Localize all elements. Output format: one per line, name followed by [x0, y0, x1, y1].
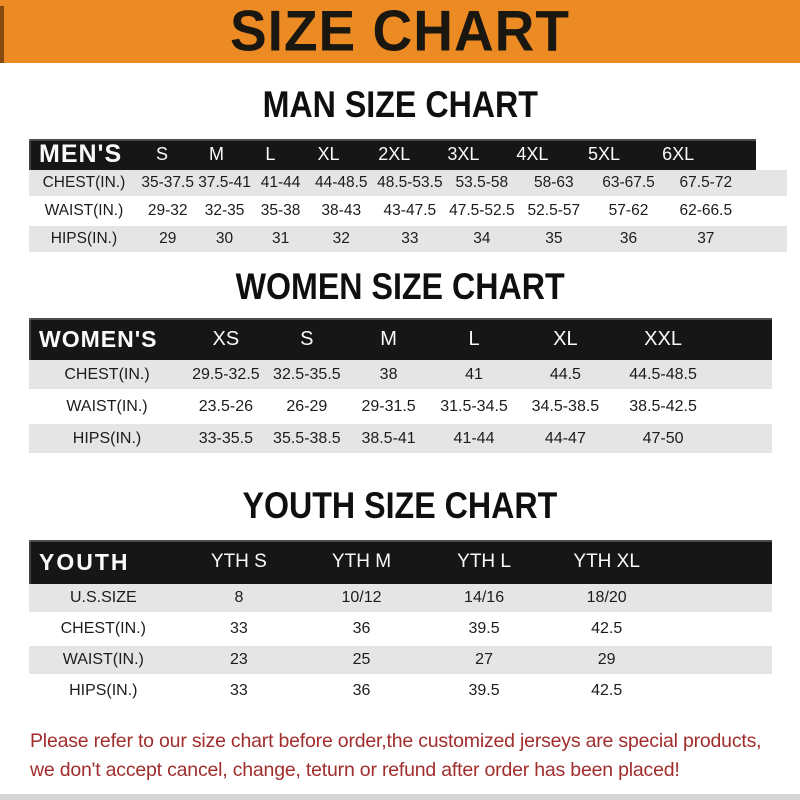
youth-size-chart-title [0, 487, 800, 524]
size-cell: 38.5-42.5 [629, 397, 697, 415]
women-size-table [29, 318, 772, 453]
row-label: CHEST(IN.) [42, 174, 126, 191]
size-cell: 58-63 [534, 174, 574, 191]
row-label: HIPS(IN.) [72, 429, 142, 447]
youth-title-text: YOUTH SIZE CHART [242, 485, 558, 526]
size-cell: 29-31.5 [361, 397, 416, 415]
size-cell: 48.5-53.5 [377, 174, 443, 191]
women-size-chart-title [0, 268, 800, 305]
youth-header-label: YOUTH [39, 548, 130, 575]
table-row [29, 170, 787, 196]
size-cell: 37 [697, 230, 715, 247]
row-label: HIPS(IN.) [69, 682, 138, 699]
size-cell: 35 [545, 230, 563, 247]
size-column-header: L [468, 327, 480, 350]
row-label: CHEST(IN.) [64, 365, 150, 383]
size-cell: 8 [234, 589, 244, 606]
size-cell: 35-38 [260, 202, 301, 219]
size-cell: 36 [352, 682, 371, 699]
table-row [29, 392, 772, 421]
size-cell: 39.5 [468, 620, 500, 637]
size-cell: 41 [465, 365, 483, 383]
size-cell: 29.5-32.5 [192, 365, 260, 383]
size-chart-sections [0, 86, 800, 705]
table-row [29, 646, 772, 674]
size-cell: 43-47.5 [383, 202, 437, 219]
youth-section [0, 487, 800, 705]
size-column-header: M [380, 327, 397, 350]
size-cell: 29 [597, 651, 616, 668]
size-cell: 36 [619, 230, 638, 247]
size-cell: 35-37.5 [141, 174, 194, 191]
size-cell: 44.5 [549, 365, 581, 383]
size-column-header: L [265, 144, 276, 164]
size-cell: 26-29 [286, 397, 328, 415]
size-chart-banner [0, 0, 800, 63]
table-row [29, 615, 772, 643]
size-column-header: XL [553, 327, 578, 350]
size-cell: 36 [352, 620, 371, 637]
size-cell: 30 [215, 230, 234, 247]
size-cell: 52.5-57 [527, 202, 581, 219]
size-cell: 44.5-48.5 [629, 365, 697, 383]
men-size-chart-title [0, 86, 800, 123]
size-column-header: 5XL [588, 144, 621, 164]
size-column-header: 3XL [447, 144, 480, 164]
size-cell: 41-44 [453, 429, 495, 447]
men-section [0, 86, 800, 252]
row-label: CHEST(IN.) [60, 620, 146, 637]
disclaimer-line-1: Please refer to our size chart before order,the customized jerseys are special products, [30, 730, 762, 752]
size-cell: 47-50 [642, 429, 684, 447]
size-column-header: YTH M [331, 551, 392, 572]
size-cell: 57-62 [608, 202, 649, 219]
table-row [29, 198, 787, 224]
size-cell: 23 [229, 651, 248, 668]
size-cell: 35.5-38.5 [273, 429, 341, 447]
size-column-header: S [300, 327, 314, 350]
size-cell: 38.5-41 [361, 429, 416, 447]
size-cell: 32 [332, 230, 350, 247]
size-cell: 33 [229, 682, 248, 699]
table-row [29, 424, 772, 453]
size-cell: 33 [401, 230, 419, 247]
men-header-row [29, 139, 756, 170]
size-cell: 41-44 [260, 174, 301, 191]
women-section [0, 268, 800, 453]
row-label: WAIST(IN.) [44, 202, 124, 219]
size-cell: 38-43 [321, 202, 362, 219]
size-column-header: XL [317, 144, 340, 164]
size-column-header: YTH XL [573, 551, 640, 572]
size-cell: 33-35.5 [198, 429, 253, 447]
size-cell: 38 [379, 365, 398, 383]
size-column-header: YTH L [457, 551, 511, 572]
row-label: HIPS(IN.) [50, 230, 118, 247]
size-cell: 42.5 [591, 682, 623, 699]
size-cell: 10/12 [341, 589, 382, 606]
size-cell: 33 [229, 620, 248, 637]
size-cell: 31 [271, 230, 290, 247]
size-column-header: XS [212, 327, 240, 350]
women-title-text: WOMEN SIZE CHART [235, 266, 565, 307]
size-column-header: 4XL [516, 144, 549, 164]
size-column-header: M [209, 144, 225, 164]
disclaimer [30, 727, 800, 785]
row-label: WAIST(IN.) [66, 397, 148, 415]
size-column-header: YTH S [210, 551, 267, 572]
size-chart-title: SIZE CHART [230, 0, 570, 64]
size-cell: 29 [159, 230, 177, 247]
size-cell: 62-66.5 [679, 202, 733, 219]
size-cell: 29-32 [147, 202, 188, 219]
bottom-border-strip [0, 794, 800, 800]
size-cell: 14/16 [464, 589, 505, 606]
women-header-row [29, 318, 772, 360]
table-row [29, 584, 772, 612]
size-cell: 44-47 [544, 429, 586, 447]
size-cell: 18/20 [586, 589, 627, 606]
size-cell: 53.5-58 [455, 174, 509, 191]
size-column-header: 2XL [378, 144, 411, 164]
table-row [29, 226, 787, 252]
size-column-header: 6XL [662, 144, 695, 164]
disclaimer-line-2: we don't accept cancel, change, teturn or refund after order has been placed! [30, 759, 680, 781]
size-cell: 25 [352, 651, 371, 668]
size-cell: 31.5-34.5 [440, 397, 508, 415]
size-cell: 27 [475, 651, 493, 668]
youth-size-table [29, 540, 772, 705]
size-cell: 63-67.5 [602, 174, 655, 191]
size-cell: 32.5-35.5 [273, 365, 341, 383]
size-cell: 34 [473, 230, 491, 247]
size-column-header: XXL [644, 327, 682, 350]
size-column-header: S [156, 144, 169, 164]
size-cell: 32-35 [204, 202, 245, 219]
size-cell: 39.5 [468, 682, 500, 699]
size-cell: 37.5-41 [198, 174, 251, 191]
size-cell: 23.5-26 [198, 397, 253, 415]
size-cell: 47.5-52.5 [449, 202, 515, 219]
size-cell: 42.5 [591, 620, 623, 637]
men-header-label: MEN'S [39, 140, 123, 168]
size-cell: 67.5-72 [679, 174, 733, 191]
table-row [29, 360, 772, 389]
women-header-label: WOMEN'S [39, 325, 158, 352]
men-title-text: MAN SIZE CHART [262, 84, 538, 125]
youth-header-row [29, 540, 772, 584]
men-size-table [29, 139, 772, 252]
size-cell: 44-48.5 [314, 174, 368, 191]
row-label: WAIST(IN.) [62, 651, 144, 668]
row-label: U.S.SIZE [69, 589, 137, 606]
size-cell: 34.5-38.5 [531, 397, 600, 415]
banner-left-edge [0, 6, 4, 63]
table-row [29, 677, 772, 705]
